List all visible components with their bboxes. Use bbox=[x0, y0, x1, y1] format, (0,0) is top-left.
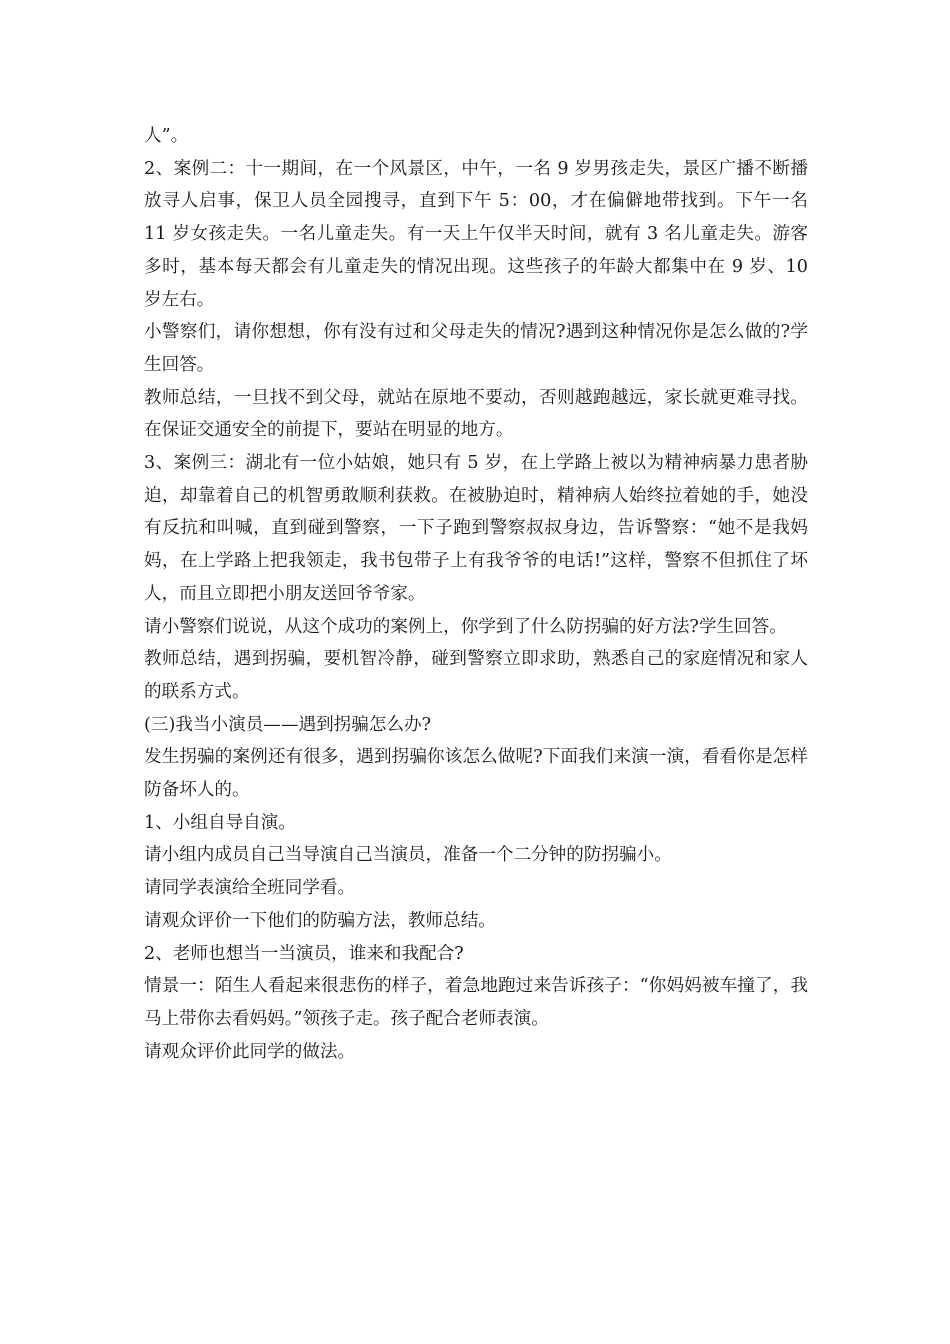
paragraph-evaluate-student: 请观众评价此同学的做法。 bbox=[144, 1041, 356, 1062]
paragraph-case-three: 3、案例三：湖北有一位小姑娘，她只有 5 岁，在上学路上被以为精神病暴力患者胁迫，却靠着自己的机智勇敢顺利获救。在被胁迫时，精神病人始终拉着她的手，她没有反抗和叫喊，直到碰到警察，一下子跑到警察叔叔身边，告诉警察：“她不是我妈妈，在上学路上把我领走，我书包带子上有我爷爷的电话!”这样，警察不但抓住了坏人，而且立即把小朋友送回爷爷家。 bbox=[144, 453, 808, 604]
paragraph-case-two: 2、案例二：十一期间，在一个风景区，中午，一名 9 岁男孩走失，景区广播不断播放寻人启事，保卫人员全园搜寻，直到下午 5：00，才在偏僻地带找到。下午一名 11 岁女孩走失。一名儿童走失。有一天上午仅半天时间，就有 3 名儿童走失。游客多时，基本每天都会有儿童走失的情况出现。这些孩子的年龄大都集中在 9 岁、10 岁左右。 bbox=[144, 158, 808, 310]
paragraph-scenario-one: 情景一：陌生人看起来很悲伤的样子，着急地跑过来告诉孩子：“你妈妈被车撞了，我马上带你去看妈妈。”领孩子走。孩子配合老师表演。 bbox=[144, 976, 808, 1029]
paragraph-perform: 请同学表演给全班同学看。 bbox=[144, 878, 356, 899]
paragraph-question-abduction: 请小警察们说说，从这个成功的案例上，你学到了什么防拐骗的好方法?学生回答。 bbox=[144, 616, 787, 637]
paragraph-evaluate: 请观众评价一下他们的防骗方法，教师总结。 bbox=[144, 910, 496, 931]
paragraph-continuation: 人”。 bbox=[144, 126, 189, 146]
paragraph-summary-abduction: 教师总结，遇到拐骗，要机智冷静，碰到警察立即求助，熟悉自己的家庭情况和家人的联系方式。 bbox=[144, 649, 808, 702]
paragraph-step-one: 1、小组自导自演。 bbox=[144, 812, 296, 833]
document-body bbox=[144, 120, 808, 1068]
paragraph-group-prepare: 请小组内成员自己当导演自己当演员，准备一个二分钟的防拐骗小。 bbox=[144, 845, 672, 866]
paragraph-summary-lost: 教师总结，一旦找不到父母，就站在原地不要动，否则越跑越远，家长就更难寻找。在保证交通安全的前提下，要站在明显的地方。 bbox=[144, 387, 808, 441]
paragraph-intro-acting: 发生拐骗的案例还有很多，遇到拐骗你该怎么做呢?下面我们来演一演，看看你是怎样防备坏人的。 bbox=[144, 747, 808, 801]
paragraph-step-two: 2、老师也想当一当演员，谁来和我配合? bbox=[144, 943, 464, 964]
section-heading-actor: (三)我当小演员——遇到拐骗怎么办? bbox=[144, 714, 432, 735]
paragraph-question-lost: 小警察们，请你想想，你有没有过和父母走失的情况?遇到这种情况你是怎么做的?学生回答。 bbox=[144, 322, 808, 375]
